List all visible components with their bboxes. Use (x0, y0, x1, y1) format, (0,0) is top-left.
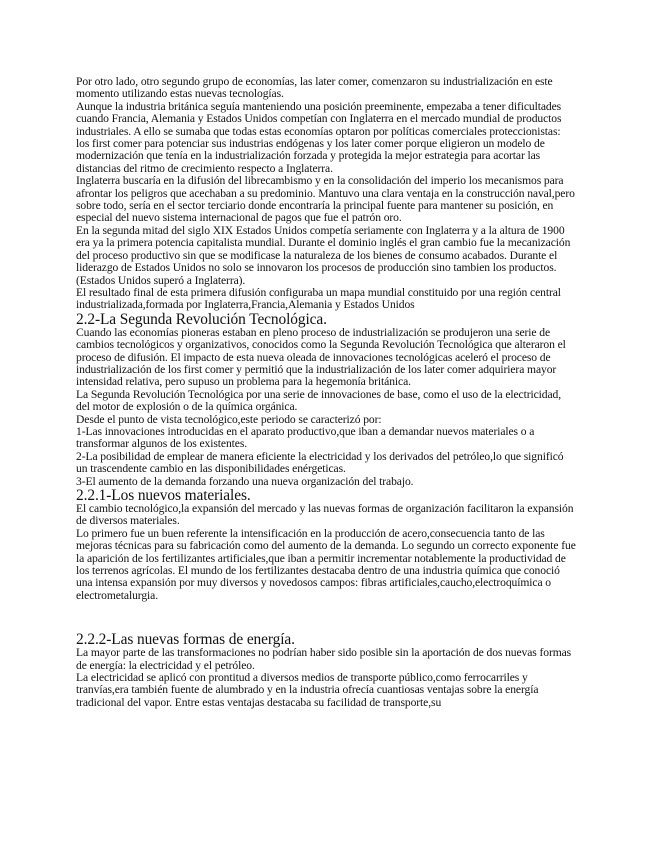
section-heading-segunda-revolucion: 2.2-La Segunda Revolución Tecnológica. (76, 310, 327, 328)
paragraph-librecambismo: Inglaterra buscaría en la difusión del librecambismo y en la consolidación del imperio los mecanismos para afrontar los peligros que acechaban a su predominio. Mantuvo una clara ventaja en la construcción naval,pero sobre todo, sería en el sector terciario donde encontraría la principal fuente para mantener su posición, en especial del nuevo sistema internacional de pagos que fue el patrón oro. (76, 174, 575, 225)
paragraph-innovaciones-base: La Segunda Revolución Tecnológica por una serie de innovaciones de base, como el uso de la electricidad, del motor de explosión o de la química orgánica. (76, 387, 562, 414)
list-item-1: 1-Las innovaciones introducidas en el aparato productivo,que iban a demandar nuevos materiales o a transformar algunos de los existentes. (76, 424, 535, 451)
paragraph-electricidad-petroleo: La mayor parte de las transformaciones no podrían haber sido posible sin la aportación de dos nuevas formas de energía: la electricidad y el petróleo. (76, 646, 572, 672)
paragraph-economias-pioneras: Cuando las economías pioneras estaban en pleno proceso de industrialización se produjeron una serie de cambios tecnológicos y organizativos, conocidos como la Segunda Revolución Tecnológica que alteraron el proceso de difusión. El impacto de esta nueva oleada de innovaciones tecnológicas aceleró el proceso de industrialización de los first comer y permitió que la industrialización de los later comer adquiriera mayor intensidad relativa, pero supuso un problema para la hegemonía británica. (76, 325, 566, 389)
paragraph-acero-fertilizantes: Lo primero fue un buen referente la intensificación en la producción de acero,consecuencia tanto de las mejoras técnicas para su fabricación como del aumento de la demanda. Lo segundo un correcto exponente fue la aparición de los fertilizantes artificiales,que iban a permitir incrementar notablemente la productividad de los terrenos agrícolas. El mundo de los fertilizantes destacaba dentro de una industria química que conoció una intensa expansión por muy diversos y novedosos campos: fibras artificiales,caucho,electroquímica o electrometalurgia. (76, 526, 576, 602)
section-heading-nuevas-energias: 2.2.2-Las nuevas formas de energía. (76, 631, 295, 649)
list-item-3: 3-El aumento de la demanda forzando una nueva organización del trabajo. (76, 474, 414, 488)
section-heading-nuevos-materiales: 2.2.1-Los nuevos materiales. (76, 487, 251, 504)
paragraph-punto-de-vista: Desde el punto de vista tecnológico,este periodo se caracterizó por: (76, 412, 382, 426)
paragraph-estados-unidos: En la segunda mitad del siglo XIX Estados Unidos competía seriamente con Inglaterra y a la altura de 1900 era ya la primera potencia capitalista mundial. Durante el dominio inglés el gran cambio fue la mecanización del proceso productivo sin que se modificase la naturaleza de los bienes de consumo acabados. Durante el liderazgo de Estados Unidos no solo se innovaron los procesos de producción sino tambien los productos. (Estados Unidos superó a Inglaterra). (76, 223, 571, 287)
paragraph-later-comer: Por otro lado, otro segundo grupo de economías, las later comer, comenzaron su industrialización en este momento utilizando estas nuevas tecnologías. (76, 75, 553, 101)
section-spacer (76, 602, 576, 632)
paragraph-cambio-tecnologico: El cambio tecnológico,la expansión del mercado y las nuevas formas de organización facilitaron la expansión de diversos materiales. (76, 502, 574, 528)
paragraph-electricidad-transporte: La electricidad se aplicó con prontitud a diversos medios de transporte público,como ferrocarriles y tranvías,era también fuente de alumbrado y en la industria ofrecía cuantiosas ventajas sobre la energía tradicional del vapor. Entre estas ventajas destacaba su facilidad de transporte,su (76, 671, 539, 709)
paragraph-industria-britanica: Aunque la industria británica seguía manteniendo una posición preeminente, empezaba a tener dificultades cuando Francia, Alemania y Estados Unidos competían con Inglaterra en el mercado mundial de productos industriales. A ello se sumaba que todas estas economías optaron por políticas comerciales proteccionistas: los first comer para potenciar sus industrias endógenas y los later comer porque eligieron un modelo de modernización que tenía en la industrialización forzada y protegida la mejor estrategia para acortar las distancias del ritmo de crecimiento respecto a Inglaterra. (76, 99, 562, 175)
list-item-2: 2-La posibilidad de emplear de manera eficiente la electricidad y los derivados del petróleo,lo que significó un trascendente cambio en las disponibilidades enérgeticas. (76, 449, 564, 476)
document-page (76, 76, 576, 709)
paragraph-resultado-final: El resultado final de esta primera difusión configuraba un mapa mundial constituido por una región central industrializada,formada por Inglaterra,Francia,Alemania y Estados Unidos (76, 285, 561, 312)
